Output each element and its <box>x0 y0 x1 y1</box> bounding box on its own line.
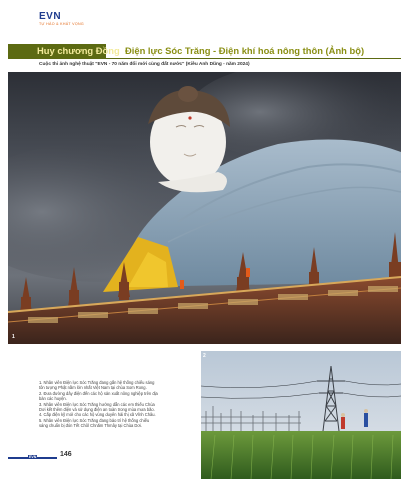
logo-text: EVN <box>39 11 62 22</box>
award-underline <box>106 58 401 59</box>
caption-line: 4. Cấp điện kỹ mới cho các hộ vùng duyên hải thị xã Vĩnh Châu. <box>39 412 156 418</box>
evn-logo <box>39 11 84 26</box>
photo2-number: 2 <box>203 353 206 359</box>
photo-reclining-buddha <box>8 72 401 344</box>
award-badge-label: Huy chương Đồng <box>37 45 120 56</box>
award-header <box>8 44 401 59</box>
photo-power-lines <box>201 351 401 479</box>
caption-line: 5. Nhân viên Điện lực Sóc Trăng đang bảo trì hệ thống chiếu <box>39 417 150 423</box>
photo-captions <box>39 380 196 429</box>
caption-line: 1. Nhân viên Điện lực Sóc Trăng đang gắn hệ thống chiếu sáng <box>39 380 155 385</box>
buddha-photo-illustration <box>8 72 401 344</box>
logo-subtitle: TỰ HÀO & KHÁT VỌNG <box>39 22 84 26</box>
award-badge <box>8 44 120 59</box>
power-lines-illustration <box>201 351 401 479</box>
caption-line: 2. Đưa đường dây điện đến các hộ sản xuất nông nghiệp trên địa <box>39 390 158 396</box>
photo1-number: 1 <box>12 334 15 340</box>
award-title: Điện lực Sóc Trăng - Điện khí hoá nông thôn (Ảnh bộ) <box>125 45 365 56</box>
caption-line: sáng chuẩn bị đón Tết Chôl Chnăm Thmây tại Chùa Dơi. <box>39 423 143 429</box>
caption-line: 3. Nhân viên Điện lực Sóc Trăng hướng dẫn các em thiếu Chùa <box>39 401 155 407</box>
caption-line: Dơi kết thêm điện và sử dụng điện an toàn trong mùa mưa bão. <box>39 407 155 413</box>
contest-line: Cuộc thi ảnh nghệ thuật "EVN - 70 năm đổi mới cùng đất nước" (Kiều Anh Dũng - năm 2024) <box>39 62 250 67</box>
footer-brand: EVN <box>29 455 37 459</box>
page-number: 146 <box>60 451 72 458</box>
caption-line: bàn các huyện. <box>39 396 67 402</box>
caption-line: tôn tượng Phật nằm lớn nhất Việt Nam tại chùa Som Rong. <box>39 385 147 391</box>
